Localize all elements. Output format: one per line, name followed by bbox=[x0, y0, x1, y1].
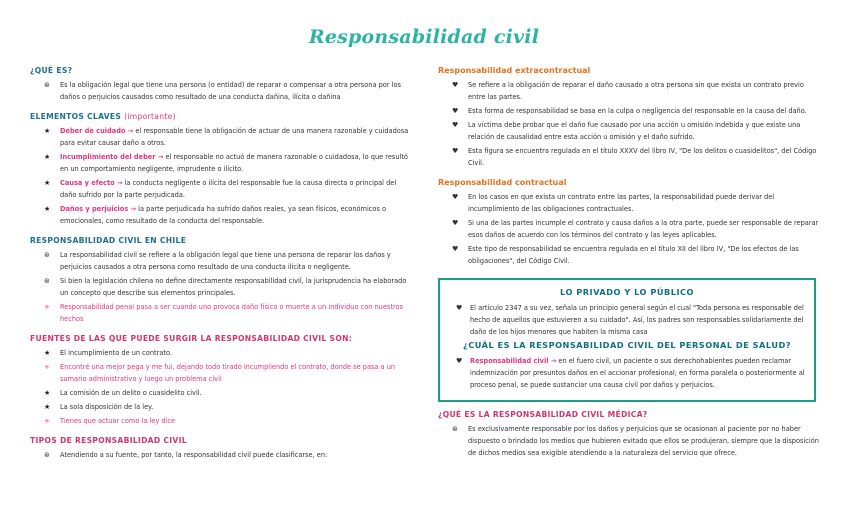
list-item: ⊛ Es exclusivamente responsable por los daños y perjuicios que se ocasionan al paciente por no haber dispuesto o brindado los medios que hubieren evitado que ellos se produjeran, siempre que la disposición de dichos medios sea exigible atendiendo a la naturaleza del servicio que ofrece. bbox=[452, 425, 819, 457]
flower-bullet-icon: ⊛ bbox=[44, 451, 50, 459]
personal-salud-heading: ¿CUÁL ES LA RESPONSABILIDAD CIVIL DEL PERSONAL DE SALUD? bbox=[462, 340, 792, 350]
note-item: + Tienes que actuar como la ley dice bbox=[44, 417, 176, 425]
flower-bullet-icon: ⊛ bbox=[44, 277, 50, 285]
heart-bullet-icon: ♥ bbox=[452, 107, 459, 115]
note-item: + Responsabilidad penal pasa a ser cuando uno provoca daño físico o muerte a un individuo con nuestros hechos bbox=[44, 303, 403, 323]
page-title: Responsabilidad civil bbox=[308, 26, 540, 48]
heart-bullet-icon: ♥ bbox=[456, 304, 463, 312]
chile-section bbox=[30, 236, 412, 325]
star-bullet-icon: ★ bbox=[44, 179, 51, 187]
extracontractual-heading: Responsabilidad extracontractual bbox=[438, 66, 591, 75]
heart-bullet-icon: ♥ bbox=[452, 219, 459, 227]
plus-bullet-icon: + bbox=[44, 417, 50, 425]
fuentes-heading: FUENTES DE LAS QUE PUEDE SURGIR LA RESPONSABILIDAD CIVIL SON: bbox=[30, 334, 353, 343]
highlight-box bbox=[438, 278, 816, 402]
right-column bbox=[438, 66, 822, 276]
list-item: ♥ La víctima debe probar que el daño fue causado por una acción u omisión indebida y que existe una relación de causalidad entre esta acción u omisión y el daño sufrido. bbox=[452, 121, 801, 141]
heart-bullet-icon: ♥ bbox=[452, 147, 459, 155]
medica-section bbox=[438, 410, 822, 461]
tipos-heading: TIPOS DE RESPONSABILIDAD CIVIL bbox=[30, 436, 187, 445]
note-item: + Encontré una mejor pega y me fui, dejando todo tirado incumpliendo el contrato, donde se pasa a un sumario administrativo y luego un problema civil bbox=[44, 363, 396, 383]
list-item: ⊛ Si bien la legislación chilena no define directamente responsabilidad civil, la jurisprudencia ha elaborado un concepto que describe sus elementos principales. bbox=[44, 277, 407, 297]
flower-bullet-icon: ⊛ bbox=[44, 81, 50, 89]
list-item: ♥ Responsabilidad civil → en el fuero civil, un paciente o sus derechohabientes pueden reclamar indemnización por presuntos daños en el accionar profesional; en forma paralela o posteriormente al proceso penal, se puede sustanciar una causa civil por daños y perjuicios. bbox=[456, 357, 805, 389]
star-bullet-icon: ★ bbox=[44, 389, 51, 397]
list-item: ♥ Esta figura se encuentra regulada en el título XXXV del libro IV, "De los delitos o cuasidelitos", del Código Civil. bbox=[452, 147, 817, 167]
contractual-section bbox=[438, 178, 822, 267]
list-item: ★ Incumplimiento del deber → el responsable no actuó de manera razonable o cuidadosa, lo que resultó en un comportamiento negligente, imprudente o ilícito. bbox=[44, 153, 408, 173]
list-item: ⊛ Atendiendo a su fuente, por tanto, la responsabilidad civil puede clasificarse, en: bbox=[44, 451, 328, 459]
list-item: ★ Causa y efecto → la conducta negligente o ilícita del responsable fue la causa directa o principal del daño sufrido por la parte perjudicada. bbox=[44, 179, 397, 199]
list-item: ♥ Esta forma de responsabilidad se basa en la culpa o negligencia del responsable en la causa del daño. bbox=[452, 107, 807, 115]
list-item: ♥ Se refiere a la obligación de reparar el daño causado a otra persona sin que exista un contrato previo entre las partes. bbox=[452, 81, 804, 101]
list-item: ♥ Si una de las partes incumple el contrato y causa daños a la otra parte, puede ser responsable de reparar esos daños de acuerdo con los términos del contrato y las leyes aplicables. bbox=[452, 219, 819, 239]
list-item: ★ Daños y perjuicios → la parte perjudicada ha sufrido daños reales, ya sean físicos, económicos o emocionales, como resultado de la conducta del responsable. bbox=[44, 205, 387, 225]
heart-bullet-icon: ♥ bbox=[456, 357, 463, 365]
que-es-section bbox=[30, 66, 412, 103]
list-item: ♥ El artículo 2347 a su vez, señala un principio general según el cual "Toda persona es responsable del hecho de aquellos que estuvieren a su cuidado". Así, los padres son responsables solidariamente del daño de los hijos menores que habiten la misma casa bbox=[456, 304, 804, 336]
star-bullet-icon: ★ bbox=[44, 127, 51, 135]
flower-bullet-icon: ⊛ bbox=[452, 425, 458, 433]
list-item: ★ El incumplimiento de un contrato. bbox=[44, 349, 172, 357]
list-item: ★ Deber de cuidado → el responsable tiene la obligación de actuar de una manera razonable y cuidadosa para evitar causar daño a otros. bbox=[44, 127, 409, 147]
elementos-heading: ELEMENTOS CLAVES (importante) bbox=[30, 112, 176, 121]
plus-bullet-icon: + bbox=[44, 303, 50, 311]
extracontractual-section bbox=[438, 66, 822, 169]
chile-heading: RESPONSABILIDAD CIVIL EN CHILE bbox=[30, 236, 187, 245]
list-item: ⊛ Es la obligación legal que tiene una persona (o entidad) de reparar o compensar a otra persona por los daños o perjuicios causados como resultado de una conducta dañina, ilícita o dañina bbox=[44, 81, 401, 101]
heart-bullet-icon: ♥ bbox=[452, 245, 459, 253]
que-es-heading: ¿QUÉ ES? bbox=[30, 66, 73, 75]
medica-heading: ¿QUÉ ES LA RESPONSABILIDAD CIVIL MÉDICA? bbox=[438, 410, 648, 419]
list-item: ♥ En los casos en que exista un contrato entre las partes, la responsabilidad puede derivar del incumplimiento de las obligaciones contractuales. bbox=[452, 193, 775, 213]
heart-bullet-icon: ♥ bbox=[452, 193, 459, 201]
elementos-section bbox=[30, 112, 412, 227]
plus-bullet-icon: + bbox=[44, 363, 50, 371]
star-bullet-icon: ★ bbox=[44, 349, 51, 357]
important-tag: (importante) bbox=[124, 112, 176, 121]
star-bullet-icon: ★ bbox=[44, 403, 51, 411]
heart-bullet-icon: ♥ bbox=[452, 81, 459, 89]
star-bullet-icon: ★ bbox=[44, 153, 51, 161]
contractual-heading: Responsabilidad contractual bbox=[438, 178, 567, 187]
flower-bullet-icon: ⊛ bbox=[44, 251, 50, 259]
list-item: ★ La comisión de un delito o cuasidelito civil. bbox=[44, 389, 202, 397]
fuentes-section bbox=[30, 334, 412, 427]
left-column bbox=[30, 66, 412, 470]
list-item: ★ La sola disposición de la ley. bbox=[44, 403, 154, 411]
list-item: ⊛ La responsabilidad civil se refiere a la obligación legal que tiene una persona de reparar los daños y perjuicios causados a otra persona como resultado de una conducta ilícita o negligente. bbox=[44, 251, 391, 271]
privado-publico-heading: LO PRIVADO Y LO PÚBLICO bbox=[560, 287, 694, 297]
tipos-section bbox=[30, 436, 412, 461]
heart-bullet-icon: ♥ bbox=[452, 121, 459, 129]
star-bullet-icon: ★ bbox=[44, 205, 51, 213]
list-item: ♥ Este tipo de responsabilidad se encuentra regulada en el título XII del libro IV, "De los efectos de las obligaciones", del Código Civil. bbox=[452, 245, 799, 265]
